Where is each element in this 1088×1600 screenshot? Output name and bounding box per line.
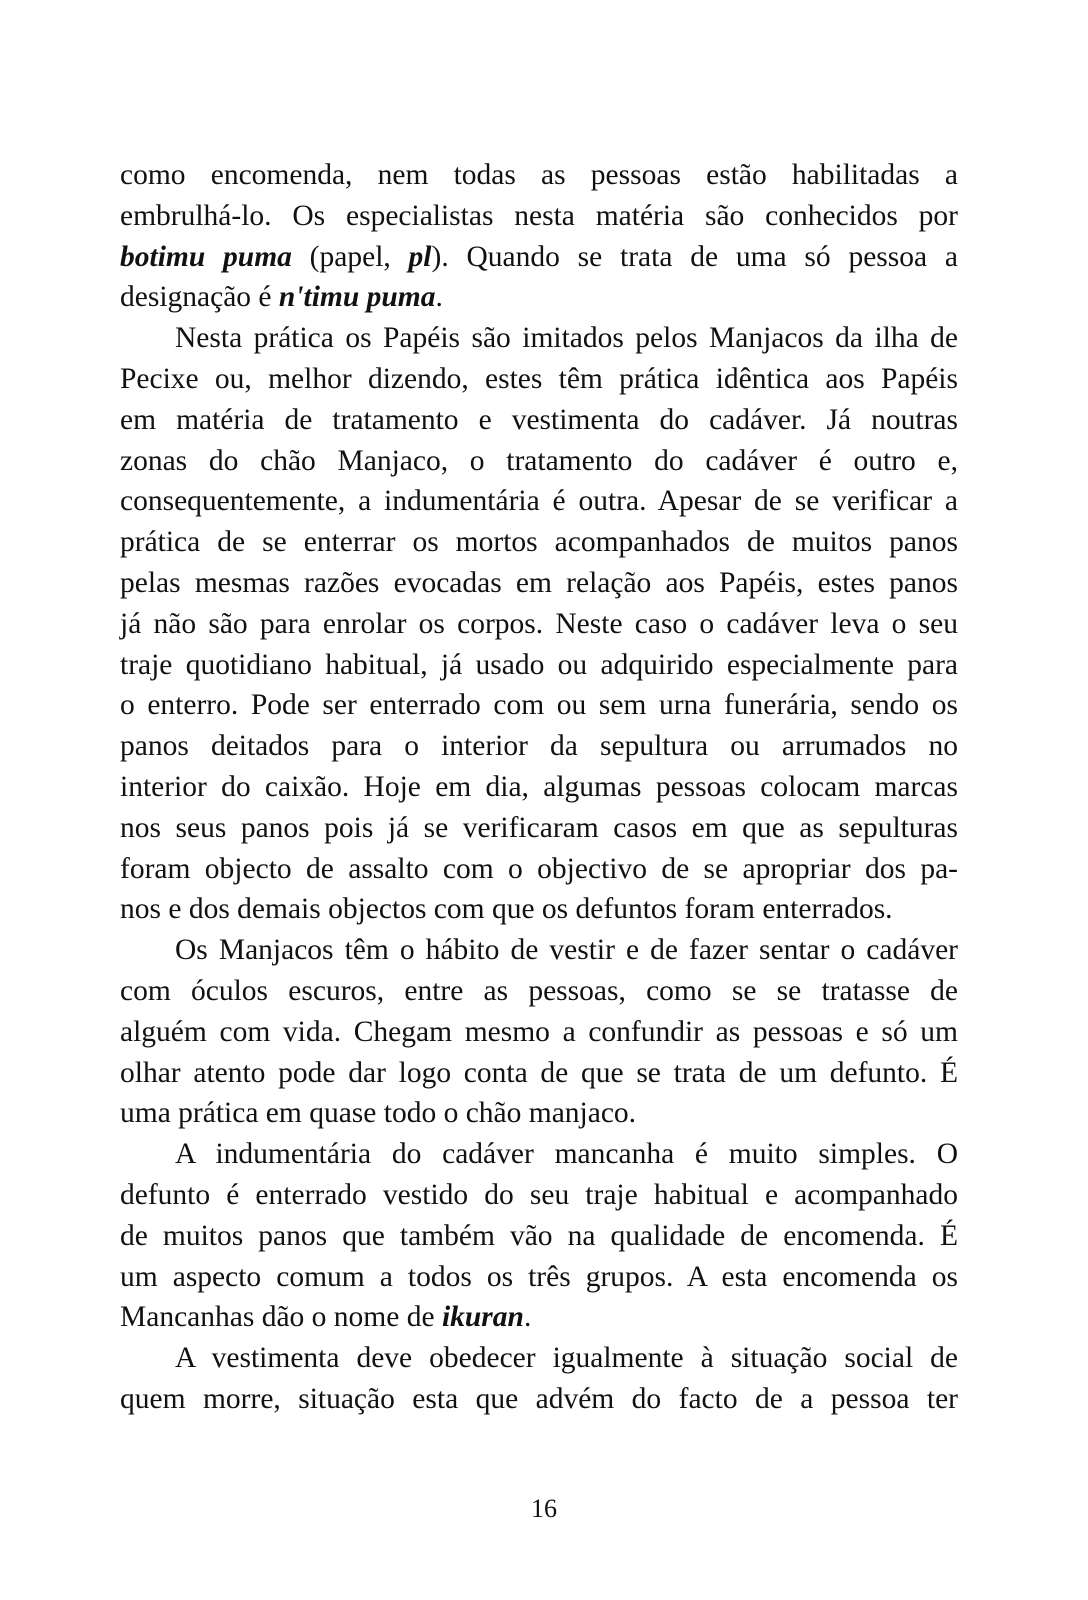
text-line: A vestimenta deve obedecer igualmente à situação social de [175,1342,958,1375]
text-line: nos e dos demais objectos com que os defuntos foram enterrados. [120,893,893,926]
text-line: pelas mesmas razões evocadas em relação aos Papéis, estes panos [120,566,958,599]
inline-text: (papel, [291,240,409,273]
italic-term: pl [408,240,432,273]
text-line: foram objecto de assalto com o objectivo de se apropriar dos pa- [120,852,958,885]
page-number: 16 [531,1494,557,1523]
text-line: olhar atento pode dar logo conta de que se trata de um defunto. É [120,1056,958,1089]
text-line: panos deitados para o interior da sepultura ou arrumados no [120,730,958,763]
text-line [120,237,958,278]
text-line: Os Manjacos têm o hábito de vestir e de fazer sentar o cadáver [175,934,958,967]
text-line: como encomenda, nem todas as pessoas estão habilitadas a [120,159,958,191]
inline-text: Mancanhas dão o nome de [120,1301,442,1334]
inline-text: . [523,1301,532,1334]
text-line: defunto é enterrado vestido do seu traje habitual e acompanhado [120,1178,958,1211]
text-line: uma prática em quase todo o chão manjaco. [120,1097,637,1130]
text-line: um aspecto comum a todos os três grupos. A esta encomenda os [120,1260,958,1293]
text-line: traje quotidiano habitual, já usado ou adquirido especialmente para [120,648,958,681]
italic-term: botimu puma [120,240,292,273]
inline-text: designação é [120,281,279,314]
italic-term: ikuran [441,1301,524,1334]
body-text [120,155,958,1420]
text-line [120,1297,958,1338]
text-line: interior do caixão. Hoje em dia, algumas pessoas colocam marcas [120,770,958,803]
text-line: zonas do chão Manjaco, o tratamento do cadáver é outro e, [120,444,958,477]
text-line: nos seus panos pois já se verificaram casos em que as sepulturas [120,811,958,844]
text-line [120,277,958,318]
text-line: prática de se enterrar os mortos acompanhados de muitos panos [120,526,958,559]
text-line: consequentemente, a indumentária é outra. Apesar de se verificar a [120,485,958,518]
text-line: já não são para enrolar os corpos. Neste caso o cadáver leva o seu [120,607,958,640]
text-line: quem morre, situação esta que advém do facto de a pessoa ter [120,1382,958,1415]
text-line: em matéria de tratamento e vestimenta do cadáver. Já noutras [120,403,958,436]
text-line: Nesta prática os Papéis são imitados pelos Manjacos da ilha de [175,322,958,355]
text-line: A indumentária do cadáver mancanha é muito simples. O [175,1138,958,1171]
text-line: embrulhá-lo. Os especialistas nesta matéria são conhecidos por [120,199,958,232]
text-line: com óculos escuros, entre as pessoas, como se se tratasse de [120,974,958,1007]
text-line: o enterro. Pode ser enterrado com ou sem urna funerária, sendo os [120,689,958,722]
inline-text: . [435,281,443,314]
text-line: alguém com vida. Chegam mesmo a confundir as pessoas e só um [120,1015,958,1048]
text-line: de muitos panos que também vão na qualidade de encomenda. É [120,1219,958,1252]
text-line: Pecixe ou, melhor dizendo, estes têm prática idêntica aos Papéis [120,362,958,395]
italic-term: n'timu puma [278,281,436,314]
inline-text: ). Quando se trata de uma só pessoa a [431,240,958,273]
